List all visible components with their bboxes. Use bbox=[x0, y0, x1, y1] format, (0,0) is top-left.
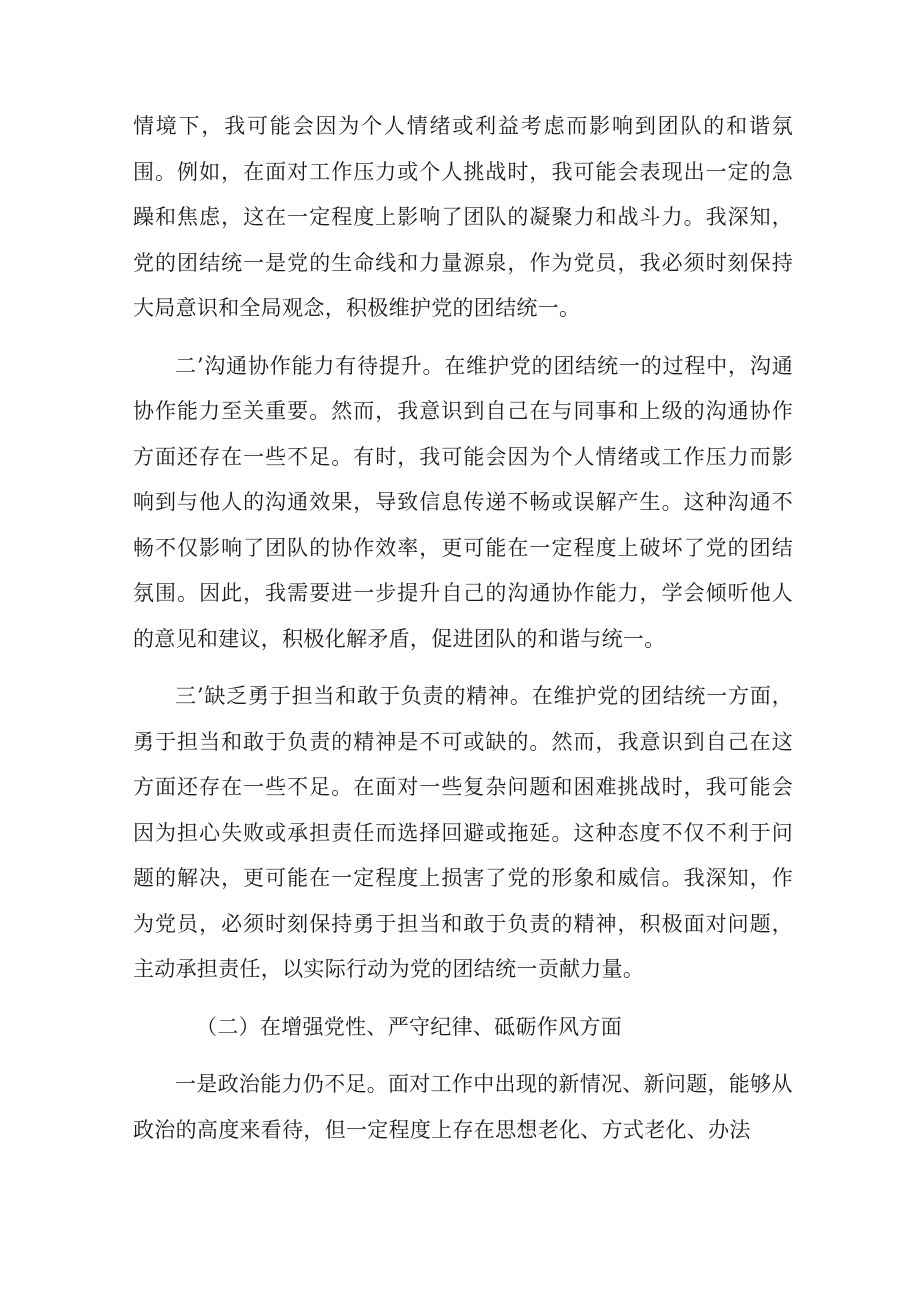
paragraph-communication: 二’沟通协作能力有待提升。在维护党的团结统一的过程中，沟通协作能力至关重要。然而，我意识到自己在与同事和上级的沟通协作方面还存在一些不足。有时，我可能会因为个人情绪或工作压力而影响到与他人的沟通效果，导致信息传递不畅或误解产生。这种沟通不畅不仅影响了团队的协作效率，更可能在一定程度上破坏了党的团结氛围。因此，我需要进一步提升自己的沟通协作能力，学会倾听他人的意见和建议，积极化解矛盾，促进团队的和谐与统一。 bbox=[133, 353, 793, 651]
paragraph-responsibility: 三’缺乏勇于担当和敢于负责的精神。在维护党的团结统一方面，勇于担当和敢于负责的精神是不可或缺的。然而，我意识到自己在这方面还存在一些不足。在面对一些复杂问题和困难挑战时，我可能会因为担心失败或承担责任而选择回避或拖延。这种态度不仅不利于问题的解决，更可能在一定程度上损害了党的形象和威信。我深知，作为党员，必须时刻保持勇于担当和敢于负责的精神，积极面对问题，主动承担责任，以实际行动为党的团结统一贡献力量。 bbox=[133, 684, 793, 981]
section-heading: （二）在增强党性、严守纪律、砥砺作风方面 bbox=[196, 1014, 622, 1039]
paragraph-political-ability: 一是政治能力仍不足。面对工作中出现的新情况、新问题，能够从政治的高度来看待，但一定程度上存在思想老化、方式老化、办法 bbox=[133, 1072, 793, 1142]
document-body bbox=[133, 104, 793, 1165]
paragraph-continuation: 情境下，我可能会因为个人情绪或利益考虑而影响到团队的和谐氛围。例如，在面对工作压力或个人挑战时，我可能会表现出一定的急躁和焦虑，这在一定程度上影响了团队的凝聚力和战斗力。我深知，党的团结统一是党的生命线和力量源泉，作为党员，我必须时刻保持大局意识和全局观念，积极维护党的团结统一。 bbox=[133, 114, 793, 320]
